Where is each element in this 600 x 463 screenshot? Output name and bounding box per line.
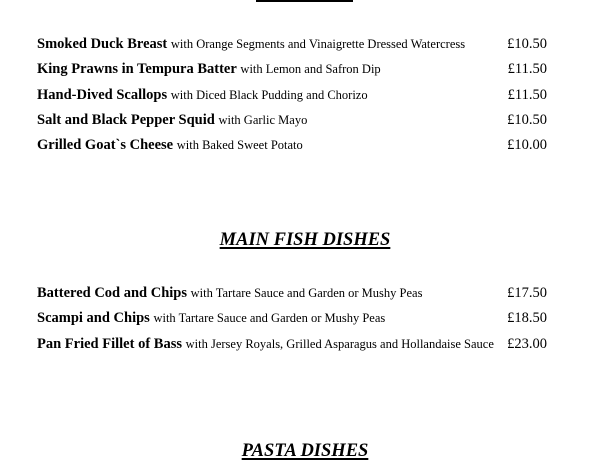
- menu-item: [37, 135, 547, 155]
- menu-item: [37, 308, 547, 328]
- dish-price: £11.50: [507, 61, 547, 77]
- dish-price: £10.50: [507, 112, 547, 128]
- menu-item: [37, 283, 547, 303]
- dish-name: Scampi and Chips: [37, 310, 150, 326]
- menu-item: [37, 334, 547, 354]
- dish-description: with Tartare Sauce and Garden or Mushy Peas: [153, 311, 386, 325]
- dish-name: Hand-Dived Scallops: [37, 87, 168, 103]
- dish-price: £11.50: [507, 87, 547, 103]
- dish-description: with Diced Black Pudding and Chorizo: [170, 88, 368, 102]
- section-heading-main-fish: MAIN FISH DISHES: [219, 230, 391, 250]
- dish-name: Salt and Black Pepper Squid: [37, 112, 215, 128]
- dish-name: Smoked Duck Breast: [37, 36, 168, 52]
- dish-name: Grilled Goat`s Cheese: [37, 137, 174, 153]
- menu-item: [37, 110, 547, 130]
- previous-heading-underline: [256, 0, 353, 2]
- dish-description: with Jersey Royals, Grilled Asparagus and Hollandaise Sauce: [185, 337, 494, 351]
- dish-description: with Baked Sweet Potato: [176, 138, 303, 152]
- dish-price: £10.50: [507, 36, 547, 52]
- dish-description: with Lemon and Safron Dip: [240, 62, 381, 76]
- dish-name: Pan Fried Fillet of Bass: [37, 336, 182, 352]
- dish-price: £17.50: [507, 285, 547, 301]
- dish-price: £18.50: [507, 310, 547, 326]
- dish-description: with Orange Segments and Vinaigrette Dressed Watercress: [170, 37, 466, 51]
- menu-item: [37, 85, 547, 105]
- dish-description: with Tartare Sauce and Garden or Mushy Peas: [190, 286, 423, 300]
- dish-name: Battered Cod and Chips: [37, 285, 187, 301]
- dish-description: with Garlic Mayo: [218, 113, 308, 127]
- dish-price: £10.00: [507, 137, 547, 153]
- dish-price: £23.00: [507, 336, 547, 352]
- section-heading-pasta: PASTA DISHES: [241, 441, 369, 461]
- menu-item: [37, 59, 547, 79]
- menu-item: [37, 34, 547, 54]
- dish-name: King Prawns in Tempura Batter: [37, 61, 237, 77]
